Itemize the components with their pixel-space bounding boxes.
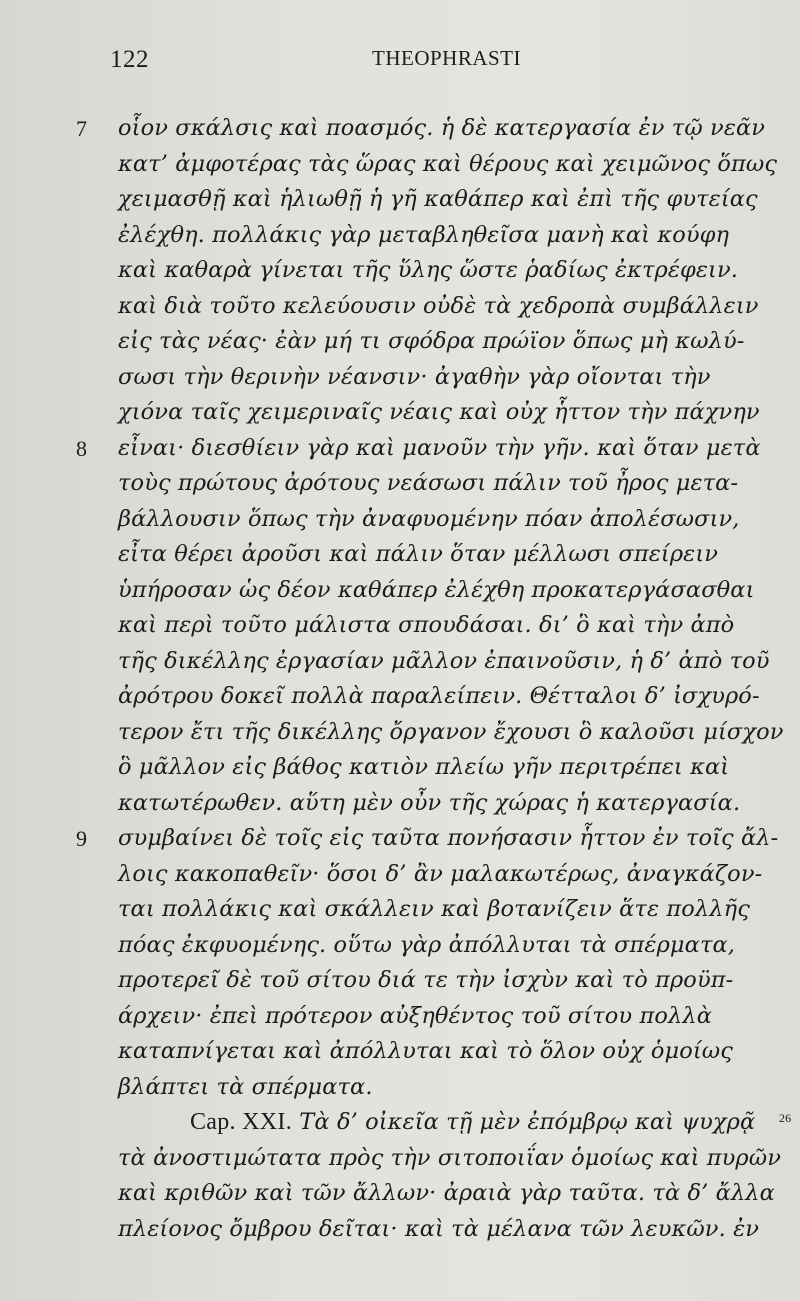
text-line xyxy=(0,821,800,857)
line-text: βάλλουσιν ὅπως τὴν ἀναφυομένην πόαν ἀπολέσωσιν, xyxy=(118,505,740,532)
text-line xyxy=(0,111,800,147)
line-text: εἰς τὰς νέας· ἐὰν μή τι σφόδρα πρώϊον ὅπως μὴ κωλύ- xyxy=(118,328,745,354)
greek-text-block xyxy=(0,111,800,1247)
line-text: τῆς δικέλλης ἐργασίαν μᾶλλον ἐπαινοῦσιν, ἡ δ’ ἀπὸ τοῦ xyxy=(118,647,770,674)
text-line xyxy=(0,857,800,893)
header-title: THEOPHRASTI xyxy=(372,46,522,70)
text-line xyxy=(0,324,800,360)
running-head xyxy=(110,46,750,76)
text-line xyxy=(0,679,800,715)
section-number: 9 xyxy=(76,826,88,851)
text-line xyxy=(0,1212,800,1248)
section-number: 7 xyxy=(76,116,88,141)
line-text: σωσι τὴν θερινὴν νέανσιν· ἀγαθὴν γὰρ οἴονται τὴν xyxy=(118,363,711,390)
line-text: εἶτα θέρει ἀροῦσι καὶ πάλιν ὅταν μέλλωσι σπείρειν xyxy=(118,541,719,567)
text-line xyxy=(0,1034,800,1070)
line-text: προτερεῖ δὲ τοῦ σίτου διά τε τὴν ἰσχὺν καὶ τὸ προϋπ- xyxy=(118,967,734,993)
text-line xyxy=(0,715,800,751)
line-text: καὶ καθαρὰ γίνεται τῆς ὕλης ὥστε ῥαδίως ἐκτρέφειν. xyxy=(118,257,739,283)
text-line xyxy=(0,963,800,999)
text-line xyxy=(0,644,800,680)
text-line xyxy=(0,1070,800,1106)
chapter-first-line: Τὰ δ’ οἰκεῖα τῇ μὲν ἐπόμβρῳ καὶ ψυχρᾷ xyxy=(299,1109,756,1135)
text-line xyxy=(0,182,800,218)
text-line xyxy=(0,147,800,183)
text-line xyxy=(0,750,800,786)
text-line xyxy=(0,928,800,964)
text-line xyxy=(0,892,800,928)
text-line xyxy=(0,537,800,573)
line-text: καὶ περὶ τοῦτο μάλιστα σπουδάσαι. δι’ ὃ καὶ τὴν ἀπὸ xyxy=(118,612,735,638)
line-text: ἀρότρου δοκεῖ πολλὰ παραλείπειν. Θέτταλοι δ’ ἰσχυρό- xyxy=(118,683,760,709)
line-text: βλάπτει τὰ σπέρματα. xyxy=(118,1073,373,1100)
text-line xyxy=(0,1141,800,1177)
text-line xyxy=(0,999,800,1035)
line-text: λοις κακοπαθεῖν· ὅσοι δ’ ἂν μαλακωτέρως, ἀναγκάζον- xyxy=(118,860,763,887)
text-line xyxy=(0,253,800,289)
line-text: ἐλέχθη. πολλάκις γὰρ μεταβληθεῖσα μανὴ καὶ κούφη xyxy=(118,221,730,248)
text-line xyxy=(0,289,800,325)
text-line xyxy=(0,502,800,538)
line-text: χειμασθῇ καὶ ἡλιωθῇ ἡ γῆ καθάπερ καὶ ἐπὶ τῆς φυτείας xyxy=(118,186,758,212)
line-text: χιόνα ταῖς χειμεριναῖς νέαις καὶ οὐχ ἧττον τὴν πάχνην xyxy=(118,399,760,425)
line-text: τερον ἔτι τῆς δικέλλης ὄργανον ἔχουσι ὃ καλοῦσι μίσχον xyxy=(118,718,784,745)
section-number: 8 xyxy=(76,435,88,461)
text-line xyxy=(0,608,800,644)
line-text: συμβαίνει δὲ τοῖς εἰς ταῦτα πονήσασιν ἧττον ἐν τοῖς ἄλ- xyxy=(118,825,779,851)
text-line xyxy=(0,1176,800,1212)
line-text: ὃ μᾶλλον εἰς βάθος κατιὸν πλείω γῆν περιτρέπει καὶ xyxy=(118,754,730,780)
text-line xyxy=(0,786,800,822)
margin-reference: 26 xyxy=(779,1111,792,1125)
line-text: καταπνίγεται καὶ ἀπόλλυται καὶ τὸ ὅλον οὐχ ὁμοίως xyxy=(118,1038,733,1064)
line-text: ὑπήροσαν ὡς δέον καθάπερ ἐλέχθη προκατεργάσασθαι xyxy=(118,576,755,603)
text-line xyxy=(0,360,800,396)
line-text: οἷον σκάλσις καὶ ποασμός. ἡ δὲ κατεργασία ἐν τῷ νεᾶν xyxy=(118,115,766,141)
chapter-heading-line xyxy=(0,1105,800,1141)
text-line xyxy=(0,466,800,502)
line-text: πλείονος ὄμβρου δεῖται· καὶ τὰ μέλανα τῶν λευκῶν. ἐν xyxy=(118,1215,760,1242)
chapter-label: Cap. XXI. xyxy=(190,1109,293,1135)
line-text: εἶναι· διεσθίειν γὰρ καὶ μανοῦν τὴν γῆν. καὶ ὅταν μετὰ xyxy=(118,434,761,461)
text-line xyxy=(0,573,800,609)
line-text: τοὺς πρώτους ἀρότους νεάσωσι πάλιν τοῦ ἦρος μετα- xyxy=(118,470,739,496)
line-text: άρχειν· ἐπεὶ πρότερον αὐξηθέντος τοῦ σίτου πολλὰ xyxy=(118,1002,712,1029)
line-text: κατωτέρωθεν. αὕτη μὲν οὖν τῆς χώρας ἡ κατεργασία. xyxy=(118,789,741,816)
page-number: 122 xyxy=(110,46,149,73)
text-line xyxy=(0,218,800,254)
text-line xyxy=(0,395,800,431)
line-text: πόας ἐκφυομένης. οὕτω γὰρ ἀπόλλυται τὰ σπέρματα, xyxy=(118,931,736,958)
text-line xyxy=(0,431,800,467)
line-text: καὶ διὰ τοῦτο κελεύουσιν οὐδὲ τὰ χεδροπὰ συμβάλλειν xyxy=(118,292,759,319)
line-text: κατ’ ἀμφοτέρας τὰς ὥρας καὶ θέρους καὶ χειμῶνος ὅπως xyxy=(118,150,778,177)
line-text: τὰ ἀνοστιμώτατα πρὸς τὴν σιτοποιΐαν ὁμοίως καὶ πυρῶν xyxy=(118,1144,781,1171)
line-text: καὶ κριθῶν καὶ τῶν ἄλλων· ἀραιὰ γὰρ ταῦτα. τὰ δ’ ἄλλα xyxy=(118,1180,775,1206)
line-text: ται πολλάκις καὶ σκάλλειν καὶ βοτανίζειν ἅτε πολλῆς xyxy=(118,896,750,922)
